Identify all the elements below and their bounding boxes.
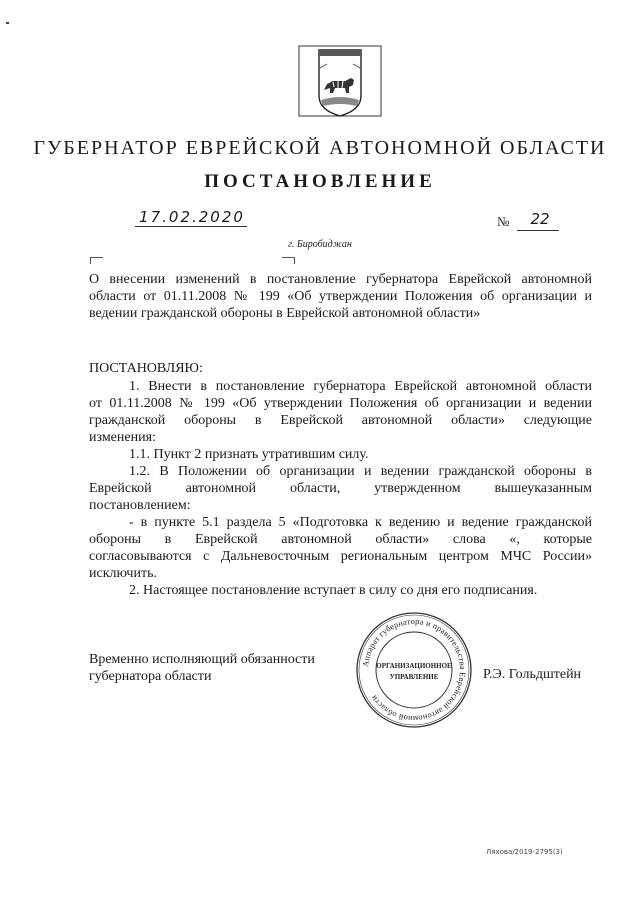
stamp-center-line: УПРАВЛЕНИЕ — [389, 673, 439, 681]
document-number: 22 — [530, 210, 550, 228]
city-label: г. Биробиджан — [288, 239, 352, 250]
svg-text:Аппарат губернатора и правител — [361, 617, 467, 723]
signatory-title-line: губернатора области — [89, 669, 212, 684]
paragraph-1-2-item-line: согласовываются с Дальневосточным региональным центром МЧС России» — [89, 549, 592, 564]
signatory-title — [89, 651, 339, 685]
paragraph-1-line: гражданской обороны в Еврейской автономной области» следующие — [89, 413, 592, 428]
number-sign: № — [497, 214, 510, 229]
title-line: области от 01.11.2008 № 199 «Об утверждении Положения об организации и — [89, 289, 592, 304]
number-underline — [517, 230, 559, 231]
paragraph-1-line: от 01.11.2008 № 199 «Об утверждении Положения об организации и ведении — [89, 396, 592, 411]
title-line: ведении гражданской обороны в Еврейской автономной области» — [89, 306, 481, 321]
paragraph-1-line: 1. Внести в постановление губернатора Еврейской автономной области — [129, 379, 592, 394]
paragraph-1-2-line: 1.2. В Положении об организации и ведении гражданской обороны в — [129, 464, 592, 479]
signatory-name: Р.Э. Гольдштейн — [483, 667, 582, 682]
title-corner-mark-left — [90, 257, 103, 264]
decree-heading: ПОСТАНОВЛЯЮ: — [89, 361, 203, 376]
date-underline — [135, 226, 247, 227]
paragraph-1-2-item-line: обороны в Еврейской автономной области» слова «, которые — [89, 532, 592, 547]
stamp-ring-text: Аппарат губернатора и правительства Еврейской автономной области — [361, 616, 468, 724]
stamp-center-line: ОРГАНИЗАЦИОННОЕ — [376, 662, 452, 670]
paragraph-1-2-item-line: - в пункте 5.1 раздела 5 «Подготовка к ведению и ведение гражданской — [129, 515, 592, 530]
document-date: 17.02.2020 — [139, 208, 245, 226]
footer-code: Ляхова/2019-2795(3) — [486, 848, 563, 856]
signatory-title-line: Временно исполняющий обязанности — [89, 652, 315, 667]
title-corner-mark-right — [282, 257, 295, 264]
paragraph-1-2-line: постановлением: — [89, 498, 191, 513]
paragraph-1-2-item-line: исключить. — [89, 566, 157, 581]
official-stamp — [354, 610, 474, 730]
paragraph-1-1: 1.1. Пункт 2 признать утратившим силу. — [129, 447, 369, 462]
coat-of-arms-emblem — [297, 44, 383, 120]
document-type-heading: ПОСТАНОВЛЕНИЕ — [204, 171, 436, 192]
title-line: О внесении изменений в постановление губернатора Еврейской автономной — [89, 272, 592, 287]
scan-dot — [6, 22, 9, 24]
paragraph-2: 2. Настоящее постановление вступает в силу со дня его подписания. — [129, 583, 538, 598]
paragraph-1-2-line: Еврейской автономной области, утвержденном вышеуказанным — [89, 481, 592, 496]
paragraph-1-line: изменения: — [89, 430, 156, 445]
organization-heading: ГУБЕРНАТОР ЕВРЕЙСКОЙ АВТОНОМНОЙ ОБЛАСТИ — [33, 137, 607, 159]
